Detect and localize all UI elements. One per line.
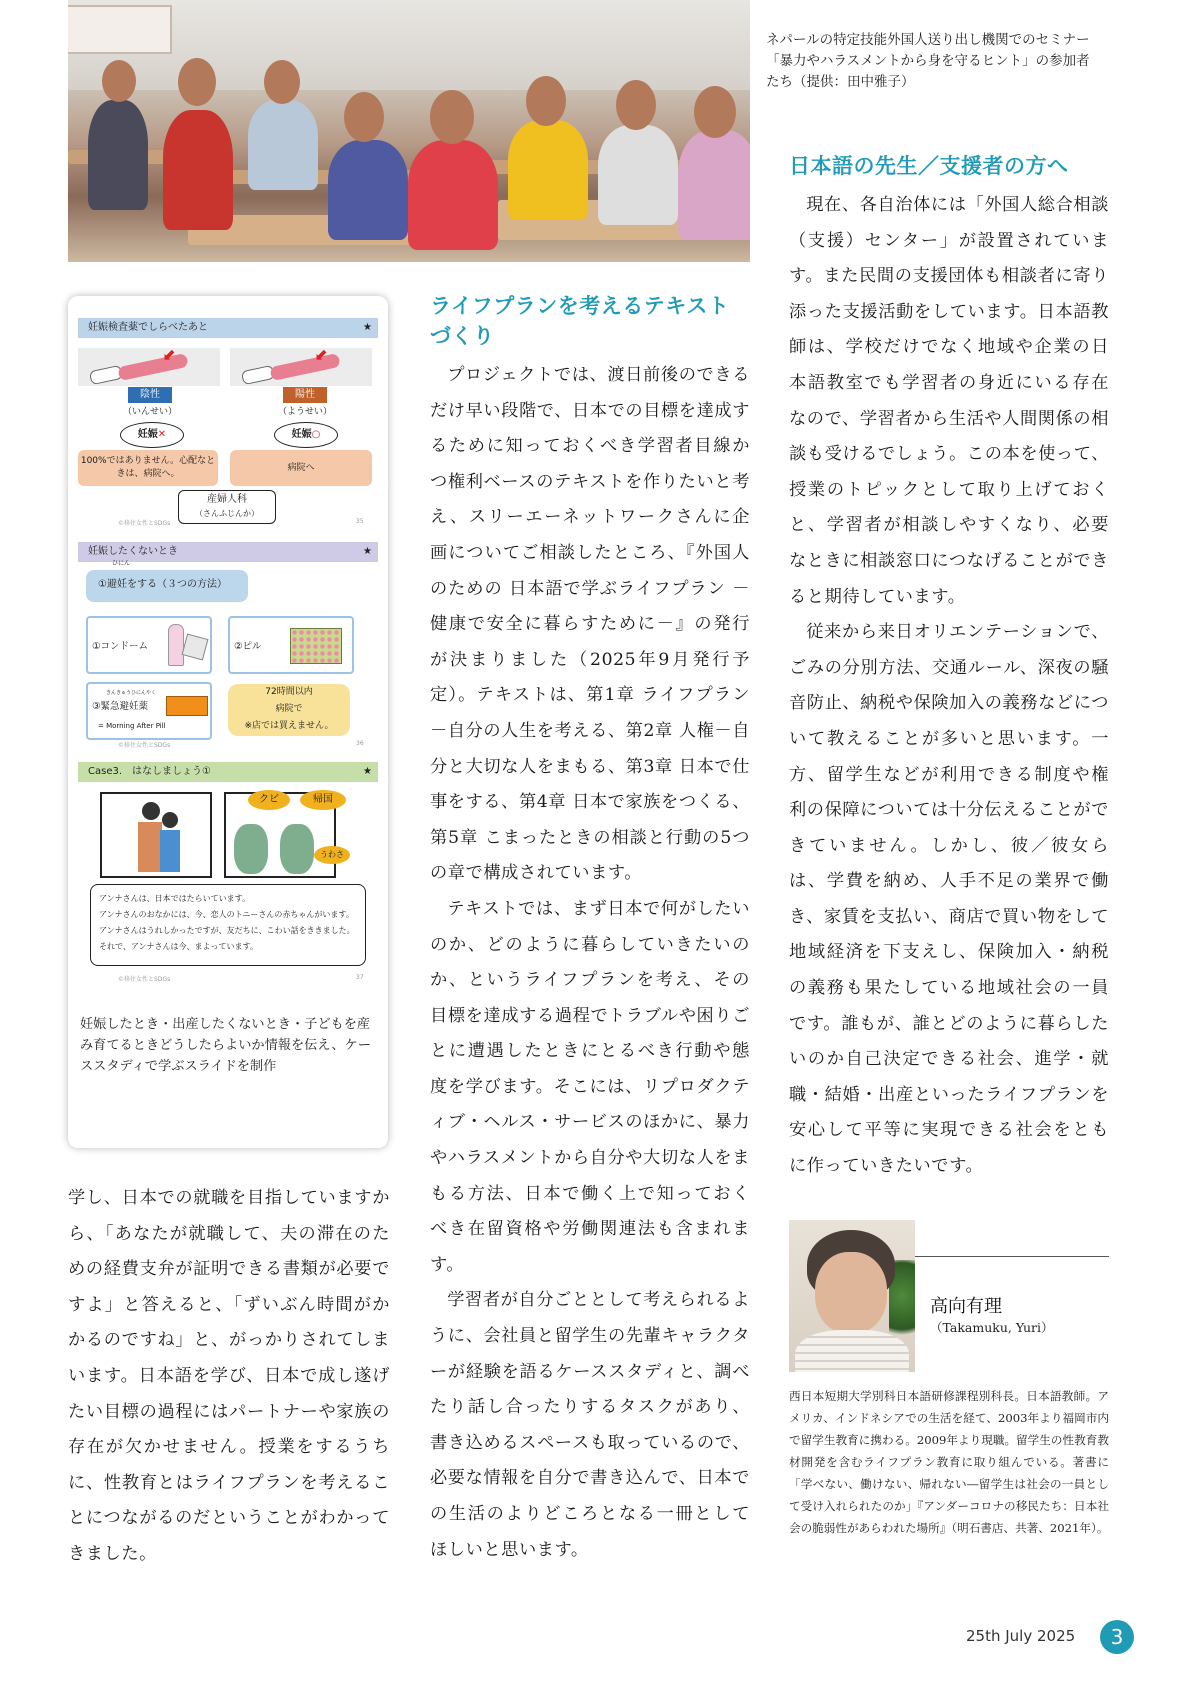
star-icon: ★ xyxy=(363,766,372,777)
slide-copyright: ©移住女性とSDGs xyxy=(118,520,171,527)
photo-face xyxy=(430,90,474,144)
photo-person xyxy=(163,110,233,230)
photo-whiteboard xyxy=(68,5,172,54)
contraception-subtitle xyxy=(86,560,248,602)
body-paragraph: 従来から来日オリエンテーションで、ごみの分別方法、交通ルール、深夜の騒音防止、納税や保険加入の義務などについて教えることが多いと思います。一方、留学生などが利用できる制度や権利の保障については十分伝えることができていません。しかし、彼／彼女らは、学費を納め、人手不足の業界で働き、家賃を支払い、商店で買い物をして地域経済を下支えし、保険加入・納税の義務も果たしている地域社会の一員です。誰もが、誰とどのように暮らしたいのか自己決定できる社会、進学・就職・結婚・出産といったライフプランを安心して平等に実現できる社会をともに作っていきたいです。 xyxy=(789,622,1109,1177)
method-pill xyxy=(228,616,354,674)
pill-pack-icon xyxy=(290,628,342,664)
photo-person xyxy=(408,140,498,250)
photo-face xyxy=(102,60,136,102)
photo-face xyxy=(264,60,300,104)
circle-icon: ○ xyxy=(311,429,321,440)
photo-face xyxy=(616,80,656,130)
character-head xyxy=(162,812,178,828)
test-kit-illustration xyxy=(78,344,220,386)
photo-face xyxy=(344,92,384,142)
test-stick xyxy=(117,353,188,381)
test-stick xyxy=(269,353,340,381)
author-photo xyxy=(789,1220,915,1372)
photo-person xyxy=(328,140,408,240)
body-paragraph: プロジェクトでは、渡日前後のできるだけ早い段階で、日本での目標を達成するために知っておくべき学習者目線かつ権利ベースのテキストを作りたいと考え、スリーエーネットワークさんに企画についてご相談したところ、『外国人のための 日本語で学ぶライフプラン －健康で安全に暮らすために－』の発行が決まりました（2025年9月発行予定）。テキストは、第1章 ライフプラン－自分の人生を考える、第2章 人権－自分と大切な人をまもる、第3章 日本で仕事をする、第4章 日本で家族をつくる、第5章 こまったときの相談と行動の5つの章で構成されています。 xyxy=(430,365,750,884)
clinic-reading: （さんふじんか） xyxy=(195,509,259,518)
star-icon: ★ xyxy=(363,546,372,557)
photo-person xyxy=(88,100,148,210)
speech-bubble-return: 帰国 xyxy=(300,790,346,810)
story-line: アンナさんのおなかには、今、恋人のトニーさんの赤ちゃんがいます。 xyxy=(99,910,354,919)
ruby-text: ひにん xyxy=(112,560,131,567)
photo-person xyxy=(678,130,750,240)
method-label: ③緊急避妊薬 xyxy=(92,701,149,712)
star-icon: ★ xyxy=(363,322,372,333)
package-icon xyxy=(182,634,209,661)
slide-contraception xyxy=(78,542,378,762)
slide-copyright: ©移住女性とSDGs xyxy=(118,742,171,749)
story-line: アンナさんは、日本ではたらいています。 xyxy=(99,894,251,903)
method-english: = Morning After Pill xyxy=(98,722,166,730)
character-body xyxy=(234,824,268,874)
ruby-text: きんきゅうひにんやく xyxy=(106,690,157,696)
comic-panel-couple xyxy=(100,792,212,878)
negative-label: 陰性 xyxy=(128,387,172,403)
arrow-icon: ⬇ xyxy=(309,344,333,367)
cross-icon: ✕ xyxy=(157,429,167,440)
author-face xyxy=(815,1252,887,1334)
seminar-photo xyxy=(68,0,750,262)
page-number: 3 xyxy=(1100,1620,1134,1654)
method-emergency xyxy=(86,682,212,740)
middle-column xyxy=(430,290,750,1568)
slide-title: Case3. はなしましょう① xyxy=(88,766,211,777)
slide-case-study xyxy=(78,762,378,992)
test-kit-illustration xyxy=(230,344,372,386)
photo-face xyxy=(694,86,736,138)
speech-bubble-rumor: うわさ xyxy=(314,846,350,864)
clinic-label: 産婦人科 xyxy=(207,494,247,505)
slide-page: 37 xyxy=(356,974,364,981)
body-paragraph: 現在、各自治体には「外国人総合相談（支援）センター」が設置されています。また民間の支援団体も相談者に寄り添った支援活動をしています。日本語教師は、学校だけでなく地域や企業の日本語教室でも学習者の身近にいる存在なので、学習者から生活や人間関係の相談も受けるでしょう。この本を使って、授業のトピックとして取り上げておくと、学習者が相談しやすくなり、必要なときに相談窓口につなげることができると期待しています。 xyxy=(789,195,1109,607)
bubble-text: 妊娠 xyxy=(291,429,312,440)
section-heading: 日本語の先生／支援者の方へ xyxy=(789,154,1069,178)
pregnancy-no-bubble xyxy=(120,422,184,448)
subtitle-text: ①避妊をする（３つの方法） xyxy=(98,579,227,590)
story-line: アンナさんはうれしかったですが、友だちに、こわい話をききました。 xyxy=(99,926,355,935)
author-shirt xyxy=(795,1330,909,1372)
slide-title: 妊娠したくないとき xyxy=(88,546,178,557)
positive-advice: 病院へ xyxy=(230,450,372,486)
clinic-box xyxy=(178,490,276,524)
slide-header xyxy=(78,318,378,338)
case-story xyxy=(90,884,366,966)
character-body xyxy=(280,824,314,874)
speech-bubble-fired: クビ xyxy=(248,790,290,810)
photo-person xyxy=(598,125,678,225)
note-line: 72時間以内 xyxy=(265,687,313,697)
body-paragraph: テキストでは、まず日本で何がしたいのか、どのように暮らしていきたいのか、というライフプランを考え、その目標を達成する過程でトラブルや困りごとに遭遇したときにとるべき行動や態度を学びます。そこには、リプロダクティブ・ヘルス・サービスのほかに、暴力やハラスメントから自分や大切な人をまもる方法、日本で働く上で知っておくべき在留資格や労働関連法も含まれます。 xyxy=(430,898,750,1275)
story-line: それで、アンナさんは今、まよっています。 xyxy=(99,942,258,951)
photo-person xyxy=(508,120,588,220)
negative-reading: （いんせい） xyxy=(122,407,177,417)
slides-caption: 妊娠したとき・出産したくないとき・子どもを産み育てるときどうしたらよいか情報を伝え、ケーススタディで学ぶスライドを制作 xyxy=(80,1017,371,1074)
method-label: ①コンドーム xyxy=(92,641,149,652)
photo-face xyxy=(178,58,216,106)
negative-advice: 100%ではありません。心配なときは、病院へ。 xyxy=(78,450,218,486)
body-paragraph: 学し、日本での就職を目指していますから、「あなたが就職して、夫の滞在のための経費支弁が証明できる書類が必要ですよ」と答えると、「ずいぶん時間がかかるのですね」と、がっかりされてしまいます。日本語を学び、日本で成し遂げたい目標の過程にはパートナーや家族の存在が欠かせません。授業をするうちに、性教育とはライフプランを考えることにつながるのだということがわかってきました。 xyxy=(68,1188,390,1564)
emergency-note xyxy=(228,684,350,736)
positive-label: 陽性 xyxy=(283,387,327,403)
author-romaji: （Takamuku, Yuri） xyxy=(930,1320,1054,1335)
slide-pregnancy-test xyxy=(78,318,378,533)
section-heading: ライフプランを考えるテキストづくり xyxy=(430,294,730,348)
method-condom xyxy=(86,616,212,674)
character-body xyxy=(160,830,180,872)
author-name: 高向有理 xyxy=(930,1296,1002,1317)
body-paragraph: 学習者が自分ごととして考えられるように、会社員と留学生の先輩キャラクターが経験を語るケーススタディと、調べたり話し合ったりするタスクがあり、書き込めるスペースも取っているので、必要な情報を自分で書き込んで、日本での生活のよりどころとなる一冊としてほしいと思います。 xyxy=(430,1290,750,1560)
arrow-icon: ⬇ xyxy=(157,344,181,367)
photo-caption: ネパールの特定技能外国人送り出し機関でのセミナー「暴力やハラスメントから身を守るヒント」の参加者たち（提供：田中雅子） xyxy=(766,32,1090,90)
slide-copyright: ©移住女性とSDGs xyxy=(118,976,171,983)
slide-page: 36 xyxy=(356,740,364,747)
character-body xyxy=(138,822,162,872)
note-line: ※店では買えません。 xyxy=(244,721,334,731)
positive-reading: （ようせい） xyxy=(277,407,332,417)
bubble-text: 妊娠 xyxy=(137,429,158,440)
right-column xyxy=(789,150,1109,1185)
author-divider xyxy=(915,1256,1109,1257)
left-column xyxy=(68,1181,390,1573)
issue-date: 25th July 2025 xyxy=(966,1627,1076,1645)
condom-icon xyxy=(168,624,184,666)
slides-card xyxy=(68,296,388,1148)
slide-header xyxy=(78,762,378,782)
note-line: 病院で xyxy=(275,704,303,714)
method-label: ②ピル xyxy=(234,641,262,652)
character-head xyxy=(142,802,160,820)
emergency-pill-icon xyxy=(166,696,208,716)
photo-person xyxy=(248,100,318,190)
author-bio: 西日本短期大学別科日本語研修課程別科長。日本語教師。アメリカ、インドネシアでの生活を経て、2003年より福岡市内で留学生教育に携わる。2009年より現職。留学生の性教育教材開発を含むライフプラン教育に取り組んでいる。著書に「学べない、働けない、帰れない―留学生は社会の一員として受け入れられたのか」『アンダーコロナの移民たち：日本社会の脆弱性があらわれた場所』（明石書店、共著、2021年）。 xyxy=(789,1389,1109,1535)
pregnancy-yes-bubble xyxy=(274,422,338,448)
photo-face xyxy=(526,76,566,126)
slide-title: 妊娠検査薬でしらべたあと xyxy=(88,322,208,333)
slide-page: 35 xyxy=(356,518,364,525)
